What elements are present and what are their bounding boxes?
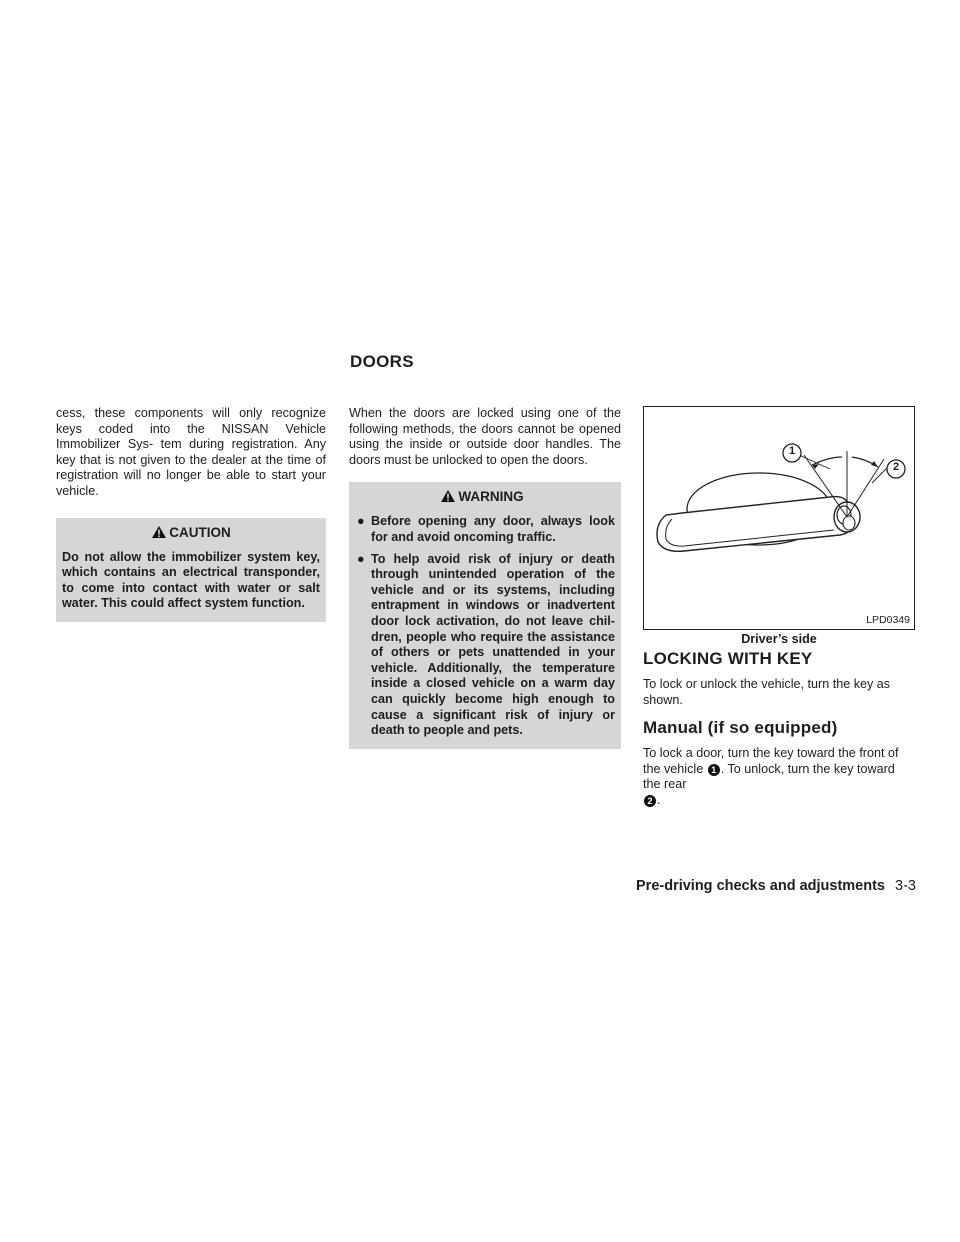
door-handle-figure <box>643 406 915 630</box>
column-1 <box>56 406 326 622</box>
manual-text-part3: . <box>657 792 661 807</box>
figure-callout-2: 2 <box>892 461 900 473</box>
footer-page-number: 3-3 <box>895 878 916 894</box>
column-2 <box>349 406 621 749</box>
warning-bullet <box>349 514 615 545</box>
manual-paragraph <box>643 746 915 808</box>
caution-body: Do not allow the immobilizer system key, which contains an electrical transponder, to come into contact with water or salt water. This could affect system function. <box>62 549 320 611</box>
warning-triangle-icon <box>440 489 456 506</box>
caution-box <box>56 518 326 622</box>
callout-1-icon: 1 <box>708 764 720 776</box>
manual-heading: Manual (if so equipped) <box>643 718 838 738</box>
figure-callout-1: 1 <box>788 445 796 457</box>
callout-2-icon: 2 <box>644 795 656 807</box>
locking-heading: LOCKING WITH KEY <box>643 649 813 668</box>
page-footer <box>636 878 916 894</box>
caution-heading-text: CAUTION <box>169 524 231 540</box>
column-3 <box>643 406 915 809</box>
manual-text-part2: . To unlock, turn the key toward the rear <box>643 761 895 792</box>
footer-chapter: Pre-driving checks and adjustments <box>636 878 885 894</box>
door-handle-illustration <box>644 407 914 629</box>
warning-bullet-text: Before opening any door, always look for and avoid oncoming traffic. <box>371 514 615 544</box>
warning-heading <box>349 482 615 510</box>
bullet-icon: ● <box>357 514 365 529</box>
bullet-icon: ● <box>357 551 365 566</box>
col1-intro-paragraph: cess, these components will only recognize keys coded into the NISSAN Vehicle Immobilizer Sys- tem during registration. Any key that is not given to the dealer at the time of registration will no longer be able to start your vehicle. <box>56 406 326 498</box>
figure-code: LPD0349 <box>866 614 910 626</box>
warning-bullet-text: To help avoid risk of injury or death through unintended operation of the vehicle and or its systems, including entrapment in windows or inadvertent door lock activation, do not leave chil- dren, people who require the assistance of others or pets unattended in your vehicle. Additionally, the temperature inside a closed vehicle on a warm day can quickly become high enough to cause a significant risk of injury or death to people and pets. <box>371 551 615 738</box>
caution-heading <box>62 518 320 546</box>
col2-intro-paragraph: When the doors are locked using one of the following methods, the doors cannot be opened using the inside or outside door handles. The doors must be unlocked to open the doors. <box>349 406 621 467</box>
warning-triangle-icon <box>151 525 167 542</box>
warning-heading-text: WARNING <box>458 489 524 505</box>
warning-bullet <box>349 552 615 739</box>
locking-paragraph: To lock or unlock the vehicle, turn the key as shown. <box>643 677 891 707</box>
manual-text-part1: To lock a door, turn the key toward the front of the vehicle <box>643 746 899 776</box>
figure-caption: Driver’s side <box>741 632 817 646</box>
warning-box <box>349 482 621 748</box>
section-title: DOORS <box>350 352 414 371</box>
